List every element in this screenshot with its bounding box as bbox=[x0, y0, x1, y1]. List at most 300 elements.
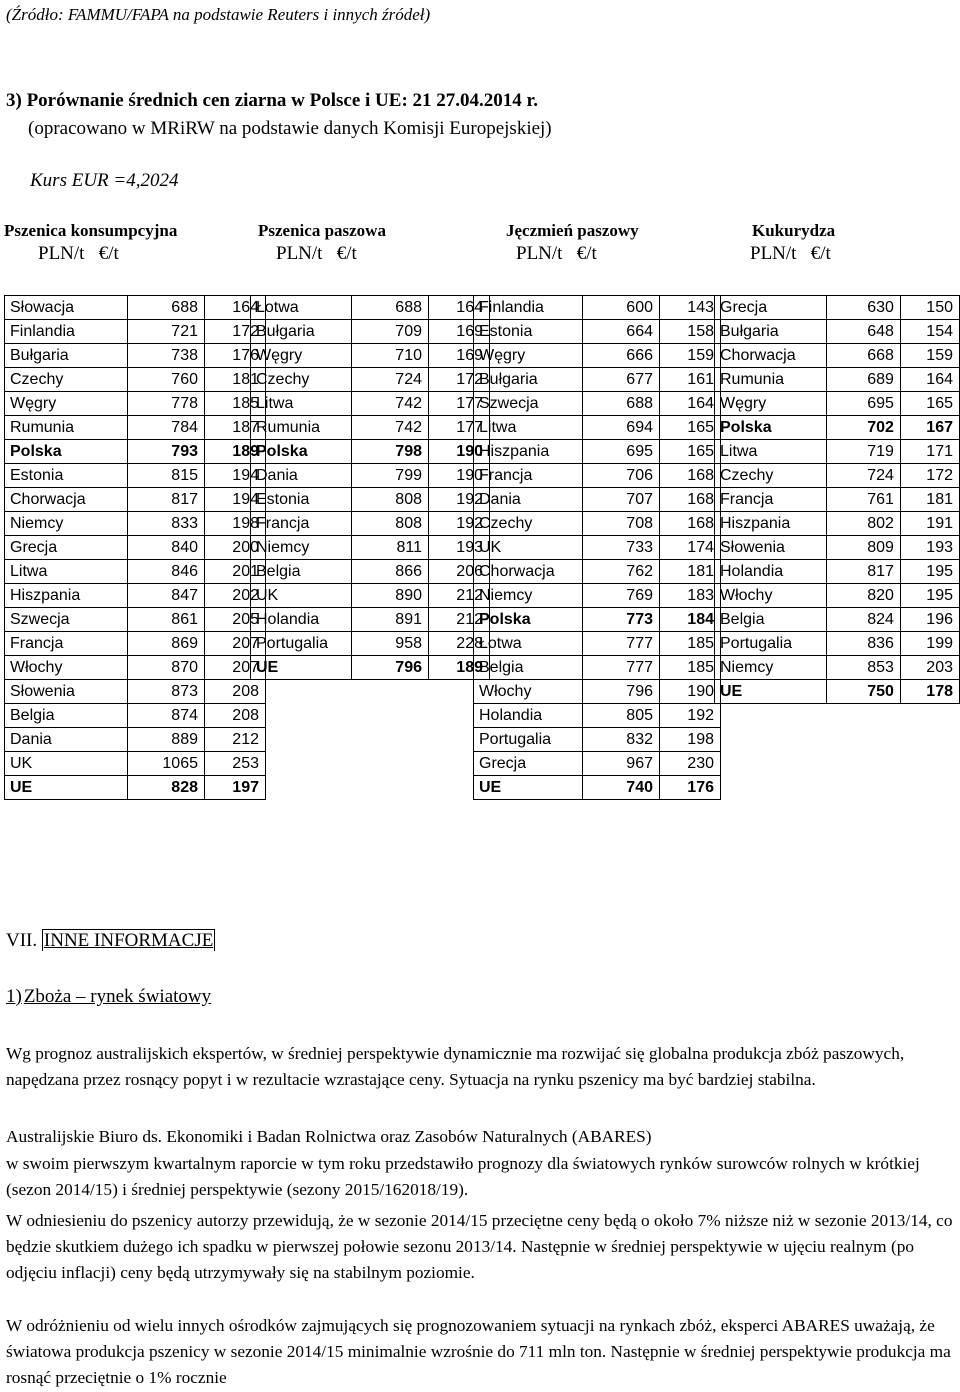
table-row bbox=[5, 632, 266, 656]
price-eur-cell: 200 bbox=[205, 536, 266, 560]
price-eur-cell: 230 bbox=[660, 752, 721, 776]
country-cell: Grecja bbox=[5, 536, 128, 560]
country-cell: UK bbox=[251, 584, 352, 608]
price-eur-cell: 185 bbox=[205, 392, 266, 416]
units-wheat-consumption: PLN/t €/t bbox=[38, 243, 119, 264]
country-cell: Francja bbox=[474, 464, 583, 488]
country-cell: Estonia bbox=[474, 320, 583, 344]
table-row bbox=[715, 584, 960, 608]
country-cell: Słowacja bbox=[5, 296, 128, 320]
price-pln-cell: 666 bbox=[583, 344, 660, 368]
paragraph-3: w swoim pierwszym kwartalnym raporcie w tym roku przedstawiło prognozy dla światowych rynków surowców rolnych w krótkiej (sezon 2014/15) i średniej perspektywie (sezony 2015/162018/19). bbox=[6, 1154, 920, 1199]
price-eur-cell: 207 bbox=[205, 656, 266, 680]
table-row bbox=[715, 296, 960, 320]
price-eur-cell: 196 bbox=[900, 608, 959, 632]
subsection-heading bbox=[6, 986, 211, 1008]
chapter-heading bbox=[6, 930, 215, 952]
table-row bbox=[5, 416, 266, 440]
price-eur-cell: 159 bbox=[660, 344, 721, 368]
paragraph-5: W odróżnieniu od wielu innych ośrodków zajmujących się prognozowaniem sytuacji na rynkach zbóż, eksperci ABARES uważają, że światowa produkcja pszenicy w sezonie 2014/15 minimalnie wzrośnie do 711 mln ton. Następnie w średniej perspektywie produkcja ma rosnąć przeciętnie o 1% rocznie bbox=[6, 1316, 951, 1387]
price-eur-cell: 161 bbox=[660, 368, 721, 392]
paragraph-2: Australijskie Biuro ds. Ekonomiki i Badan Rolnictwa oraz Zasobów Naturalnych (ABARES) bbox=[6, 1127, 652, 1146]
country-cell: Włochy bbox=[5, 656, 128, 680]
price-eur-cell: 164 bbox=[900, 368, 959, 392]
price-eur-cell: 193 bbox=[429, 536, 490, 560]
country-cell: Bułgaria bbox=[251, 320, 352, 344]
price-pln-cell: 809 bbox=[827, 536, 901, 560]
subsection-title: Zboża – rynek światowy bbox=[23, 986, 212, 1007]
price-pln-cell: 600 bbox=[583, 296, 660, 320]
price-eur-cell: 194 bbox=[205, 464, 266, 488]
country-cell: Portugalia bbox=[715, 632, 827, 656]
table-row bbox=[474, 560, 721, 584]
table-row bbox=[474, 752, 721, 776]
price-eur-cell: 150 bbox=[900, 296, 959, 320]
table-row bbox=[5, 560, 266, 584]
table-row bbox=[474, 464, 721, 488]
price-pln-cell: 840 bbox=[128, 536, 205, 560]
table-row bbox=[5, 512, 266, 536]
price-eur-cell: 181 bbox=[660, 560, 721, 584]
table-row bbox=[715, 464, 960, 488]
country-cell: Słowenia bbox=[715, 536, 827, 560]
price-pln-cell: 869 bbox=[128, 632, 205, 656]
country-cell: Hiszpania bbox=[715, 512, 827, 536]
country-cell: Hiszpania bbox=[5, 584, 128, 608]
price-eur-cell: 195 bbox=[900, 560, 959, 584]
price-pln-cell: 688 bbox=[583, 392, 660, 416]
price-eur-cell: 164 bbox=[429, 296, 490, 320]
price-pln-cell: 890 bbox=[352, 584, 429, 608]
price-pln-cell: 742 bbox=[352, 392, 429, 416]
price-eur-cell: 198 bbox=[205, 512, 266, 536]
price-pln-cell: 958 bbox=[352, 632, 429, 656]
price-eur-cell: 164 bbox=[205, 296, 266, 320]
table-row bbox=[715, 392, 960, 416]
country-cell: Słowenia bbox=[5, 680, 128, 704]
table-row bbox=[474, 704, 721, 728]
country-cell: Węgry bbox=[251, 344, 352, 368]
price-pln-cell: 750 bbox=[827, 680, 901, 704]
price-pln-cell: 677 bbox=[583, 368, 660, 392]
country-cell: Dania bbox=[474, 488, 583, 512]
country-cell: Holandia bbox=[474, 704, 583, 728]
country-cell: Polska bbox=[474, 608, 583, 632]
table-row bbox=[251, 560, 490, 584]
country-cell: Litwa bbox=[251, 392, 352, 416]
country-cell: Szwecja bbox=[474, 392, 583, 416]
price-pln-cell: 695 bbox=[583, 440, 660, 464]
price-eur-cell: 189 bbox=[205, 440, 266, 464]
price-eur-cell: 228 bbox=[429, 632, 490, 656]
price-pln-cell: 762 bbox=[583, 560, 660, 584]
price-eur-cell: 206 bbox=[429, 560, 490, 584]
country-cell: Francja bbox=[715, 488, 827, 512]
table-row bbox=[251, 392, 490, 416]
price-pln-cell: 824 bbox=[827, 608, 901, 632]
price-eur-cell: 192 bbox=[660, 704, 721, 728]
column-header-wheat-consumption: Pszenica konsumpcyjna bbox=[4, 221, 178, 240]
country-cell: Finlandia bbox=[474, 296, 583, 320]
price-pln-cell: 773 bbox=[583, 608, 660, 632]
price-eur-cell: 164 bbox=[660, 392, 721, 416]
paragraph-1: Wg prognoz australijskich ekspertów, w średniej perspektywie dynamicznie ma rozwijać się globalna produkcja zbóż paszowych, napędzana przez rosnący popyt i w rezultacie wzrastające ceny. Sytuacja na rynku pszenicy ma być bardziej stabilna. bbox=[6, 1044, 905, 1089]
country-cell: Łotwa bbox=[474, 632, 583, 656]
price-pln-cell: 742 bbox=[352, 416, 429, 440]
table-row bbox=[715, 560, 960, 584]
country-cell: Niemcy bbox=[474, 584, 583, 608]
paragraph-4: W odniesieniu do pszenicy autorzy przewidują, że w sezonie 2014/15 przeciętne ceny będą o około 7% niższe niż w sezonie 2013/14, co będzie skutkiem dużego ich spadku w pierwszej połowie sezonu 2013/14. Następnie w średniej perspektywie w ujęciu realnym (po odjęciu inflacji) ceny będą utrzymywały się na stabilnym poziomie. bbox=[6, 1211, 953, 1282]
country-cell: Czechy bbox=[5, 368, 128, 392]
price-eur-cell: 205 bbox=[205, 608, 266, 632]
price-eur-cell: 193 bbox=[900, 536, 959, 560]
country-cell: Portugalia bbox=[474, 728, 583, 752]
table-row bbox=[5, 680, 266, 704]
country-cell: Polska bbox=[715, 416, 827, 440]
country-cell: UE bbox=[715, 680, 827, 704]
table-row bbox=[251, 440, 490, 464]
table-row bbox=[5, 392, 266, 416]
table-row bbox=[251, 488, 490, 512]
country-cell: UK bbox=[474, 536, 583, 560]
price-pln-cell: 805 bbox=[583, 704, 660, 728]
country-cell: Francja bbox=[5, 632, 128, 656]
table-row bbox=[251, 536, 490, 560]
table-row bbox=[715, 608, 960, 632]
table-row bbox=[5, 464, 266, 488]
column-header-barley-feed: Jęczmień paszowy bbox=[506, 221, 639, 240]
price-pln-cell: 706 bbox=[583, 464, 660, 488]
price-pln-cell: 708 bbox=[583, 512, 660, 536]
price-pln-cell: 769 bbox=[583, 584, 660, 608]
price-eur-cell: 201 bbox=[205, 560, 266, 584]
price-table-barley-feed bbox=[473, 295, 721, 800]
price-eur-cell: 154 bbox=[900, 320, 959, 344]
country-cell: Niemcy bbox=[5, 512, 128, 536]
country-cell: Belgia bbox=[715, 608, 827, 632]
price-eur-cell: 172 bbox=[205, 320, 266, 344]
table-row bbox=[715, 368, 960, 392]
price-eur-cell: 177 bbox=[429, 392, 490, 416]
price-pln-cell: 866 bbox=[352, 560, 429, 584]
price-eur-cell: 168 bbox=[660, 488, 721, 512]
price-eur-cell: 203 bbox=[900, 656, 959, 680]
price-pln-cell: 891 bbox=[352, 608, 429, 632]
price-eur-cell: 183 bbox=[660, 584, 721, 608]
price-eur-cell: 165 bbox=[900, 392, 959, 416]
country-cell: Belgia bbox=[5, 704, 128, 728]
price-pln-cell: 889 bbox=[128, 728, 205, 752]
table-row bbox=[251, 512, 490, 536]
price-pln-cell: 874 bbox=[128, 704, 205, 728]
price-pln-cell: 688 bbox=[128, 296, 205, 320]
price-eur-cell: 185 bbox=[660, 656, 721, 680]
table-row bbox=[251, 416, 490, 440]
country-cell: Polska bbox=[5, 440, 128, 464]
price-pln-cell: 630 bbox=[827, 296, 901, 320]
price-eur-cell: 158 bbox=[660, 320, 721, 344]
country-cell: UK bbox=[5, 752, 128, 776]
price-pln-cell: 760 bbox=[128, 368, 205, 392]
chapter-title: INNE INFORMACJE bbox=[43, 930, 214, 951]
table-row bbox=[251, 320, 490, 344]
price-pln-cell: 808 bbox=[352, 512, 429, 536]
table-row bbox=[5, 440, 266, 464]
price-pln-cell: 784 bbox=[128, 416, 205, 440]
subsection-number: 1) bbox=[6, 986, 22, 1007]
price-eur-cell: 198 bbox=[660, 728, 721, 752]
price-eur-cell: 212 bbox=[429, 584, 490, 608]
price-pln-cell: 853 bbox=[827, 656, 901, 680]
units-maize: PLN/t €/t bbox=[750, 243, 831, 264]
price-eur-cell: 184 bbox=[660, 608, 721, 632]
country-cell: Francja bbox=[251, 512, 352, 536]
country-cell: Rumunia bbox=[5, 416, 128, 440]
price-pln-cell: 777 bbox=[583, 632, 660, 656]
price-eur-cell: 143 bbox=[660, 296, 721, 320]
price-eur-cell: 197 bbox=[205, 776, 266, 800]
table-row bbox=[715, 344, 960, 368]
price-eur-cell: 191 bbox=[900, 512, 959, 536]
price-eur-cell: 177 bbox=[429, 416, 490, 440]
price-pln-cell: 689 bbox=[827, 368, 901, 392]
table-row bbox=[251, 464, 490, 488]
table-row bbox=[474, 584, 721, 608]
price-pln-cell: 688 bbox=[352, 296, 429, 320]
country-cell: Węgry bbox=[715, 392, 827, 416]
country-cell: Estonia bbox=[5, 464, 128, 488]
table-row bbox=[474, 488, 721, 512]
table-row bbox=[715, 536, 960, 560]
table-row bbox=[474, 296, 721, 320]
price-eur-cell: 172 bbox=[900, 464, 959, 488]
price-eur-cell: 192 bbox=[429, 488, 490, 512]
price-pln-cell: 846 bbox=[128, 560, 205, 584]
price-pln-cell: 817 bbox=[128, 488, 205, 512]
price-pln-cell: 832 bbox=[583, 728, 660, 752]
country-cell: Niemcy bbox=[715, 656, 827, 680]
price-eur-cell: 174 bbox=[660, 536, 721, 560]
price-eur-cell: 195 bbox=[900, 584, 959, 608]
country-cell: Litwa bbox=[715, 440, 827, 464]
table-row bbox=[715, 440, 960, 464]
price-pln-cell: 724 bbox=[352, 368, 429, 392]
price-eur-cell: 190 bbox=[429, 464, 490, 488]
table-row bbox=[251, 584, 490, 608]
price-eur-cell: 187 bbox=[205, 416, 266, 440]
country-cell: Czechy bbox=[251, 368, 352, 392]
price-pln-cell: 828 bbox=[128, 776, 205, 800]
price-pln-cell: 802 bbox=[827, 512, 901, 536]
price-pln-cell: 724 bbox=[827, 464, 901, 488]
price-eur-cell: 169 bbox=[429, 344, 490, 368]
price-eur-cell: 181 bbox=[205, 368, 266, 392]
table-row bbox=[715, 632, 960, 656]
price-eur-cell: 172 bbox=[429, 368, 490, 392]
country-cell: UE bbox=[5, 776, 128, 800]
price-pln-cell: 808 bbox=[352, 488, 429, 512]
table-row bbox=[5, 488, 266, 512]
price-eur-cell: 165 bbox=[660, 416, 721, 440]
price-pln-cell: 798 bbox=[352, 440, 429, 464]
table-row bbox=[5, 728, 266, 752]
country-cell: UE bbox=[251, 656, 352, 680]
table-row bbox=[474, 680, 721, 704]
source-note: (Źródło: FAMMU/FAPA na podstawie Reuters i innych źródeł) bbox=[6, 5, 431, 24]
country-cell: Belgia bbox=[251, 560, 352, 584]
price-eur-cell: 192 bbox=[429, 512, 490, 536]
price-eur-cell: 185 bbox=[660, 632, 721, 656]
table-row bbox=[5, 584, 266, 608]
country-cell: Litwa bbox=[5, 560, 128, 584]
price-eur-cell: 176 bbox=[660, 776, 721, 800]
country-cell: Niemcy bbox=[251, 536, 352, 560]
price-pln-cell: 694 bbox=[583, 416, 660, 440]
table-row bbox=[715, 488, 960, 512]
country-cell: Grecja bbox=[474, 752, 583, 776]
country-cell: Estonia bbox=[251, 488, 352, 512]
price-eur-cell: 190 bbox=[429, 440, 490, 464]
country-cell: Szwecja bbox=[5, 608, 128, 632]
price-eur-cell: 202 bbox=[205, 584, 266, 608]
units-barley-feed: PLN/t €/t bbox=[516, 243, 597, 264]
table-row bbox=[251, 632, 490, 656]
price-pln-cell: 668 bbox=[827, 344, 901, 368]
price-pln-cell: 709 bbox=[352, 320, 429, 344]
price-pln-cell: 664 bbox=[583, 320, 660, 344]
country-cell: UE bbox=[474, 776, 583, 800]
table-row bbox=[5, 776, 266, 800]
price-pln-cell: 707 bbox=[583, 488, 660, 512]
country-cell: Portugalia bbox=[251, 632, 352, 656]
price-eur-cell: 159 bbox=[900, 344, 959, 368]
price-pln-cell: 873 bbox=[128, 680, 205, 704]
country-cell: Finlandia bbox=[5, 320, 128, 344]
price-pln-cell: 815 bbox=[128, 464, 205, 488]
price-pln-cell: 796 bbox=[352, 656, 429, 680]
country-cell: Dania bbox=[5, 728, 128, 752]
price-eur-cell: 208 bbox=[205, 704, 266, 728]
price-pln-cell: 796 bbox=[583, 680, 660, 704]
price-pln-cell: 820 bbox=[827, 584, 901, 608]
price-eur-cell: 167 bbox=[900, 416, 959, 440]
price-pln-cell: 847 bbox=[128, 584, 205, 608]
price-eur-cell: 194 bbox=[205, 488, 266, 512]
country-cell: Holandia bbox=[715, 560, 827, 584]
table-row bbox=[715, 320, 960, 344]
price-eur-cell: 168 bbox=[660, 464, 721, 488]
country-cell: Bułgaria bbox=[5, 344, 128, 368]
table-row bbox=[474, 656, 721, 680]
table-row bbox=[251, 344, 490, 368]
price-pln-cell: 799 bbox=[352, 464, 429, 488]
price-eur-cell: 190 bbox=[660, 680, 721, 704]
table-row bbox=[474, 392, 721, 416]
country-cell: Łotwa bbox=[251, 296, 352, 320]
price-eur-cell: 208 bbox=[205, 680, 266, 704]
table-row bbox=[474, 416, 721, 440]
price-pln-cell: 648 bbox=[827, 320, 901, 344]
table-row bbox=[474, 320, 721, 344]
country-cell: Rumunia bbox=[251, 416, 352, 440]
table-row bbox=[474, 512, 721, 536]
country-cell: Rumunia bbox=[715, 368, 827, 392]
price-table-wheat-feed bbox=[250, 295, 490, 680]
price-table-wheat-consumption bbox=[4, 295, 266, 800]
table-row bbox=[251, 296, 490, 320]
price-table-maize bbox=[714, 295, 960, 704]
country-cell: Dania bbox=[251, 464, 352, 488]
table-row bbox=[474, 776, 721, 800]
price-pln-cell: 738 bbox=[128, 344, 205, 368]
price-eur-cell: 212 bbox=[429, 608, 490, 632]
country-cell: Włochy bbox=[715, 584, 827, 608]
country-cell: Chorwacja bbox=[715, 344, 827, 368]
column-header-maize: Kukurydza bbox=[752, 221, 836, 240]
table-row bbox=[474, 440, 721, 464]
price-pln-cell: 817 bbox=[827, 560, 901, 584]
price-pln-cell: 870 bbox=[128, 656, 205, 680]
price-eur-cell: 212 bbox=[205, 728, 266, 752]
country-cell: Grecja bbox=[715, 296, 827, 320]
price-pln-cell: 833 bbox=[128, 512, 205, 536]
price-eur-cell: 189 bbox=[429, 656, 490, 680]
price-pln-cell: 740 bbox=[583, 776, 660, 800]
table-row bbox=[5, 344, 266, 368]
table-row bbox=[715, 680, 960, 704]
price-pln-cell: 761 bbox=[827, 488, 901, 512]
country-cell: Chorwacja bbox=[474, 560, 583, 584]
price-eur-cell: 171 bbox=[900, 440, 959, 464]
table-row bbox=[715, 656, 960, 680]
price-eur-cell: 181 bbox=[900, 488, 959, 512]
price-pln-cell: 967 bbox=[583, 752, 660, 776]
table-row bbox=[5, 656, 266, 680]
table-row bbox=[5, 296, 266, 320]
country-cell: Holandia bbox=[251, 608, 352, 632]
table-row bbox=[474, 632, 721, 656]
price-pln-cell: 861 bbox=[128, 608, 205, 632]
price-pln-cell: 733 bbox=[583, 536, 660, 560]
price-eur-cell: 199 bbox=[900, 632, 959, 656]
price-pln-cell: 793 bbox=[128, 440, 205, 464]
price-pln-cell: 702 bbox=[827, 416, 901, 440]
section-title: 3) Porównanie średnich cen ziarna w Polsce i UE: 21 27.04.2014 r. bbox=[6, 90, 538, 111]
chapter-number: VII. bbox=[6, 930, 38, 951]
price-pln-cell: 710 bbox=[352, 344, 429, 368]
table-row bbox=[5, 320, 266, 344]
column-header-wheat-feed: Pszenica paszowa bbox=[258, 221, 386, 240]
table-row bbox=[474, 608, 721, 632]
table-row bbox=[474, 368, 721, 392]
country-cell: Bułgaria bbox=[474, 368, 583, 392]
country-cell: Czechy bbox=[474, 512, 583, 536]
price-pln-cell: 778 bbox=[128, 392, 205, 416]
price-pln-cell: 695 bbox=[827, 392, 901, 416]
table-row bbox=[5, 536, 266, 560]
country-cell: Włochy bbox=[474, 680, 583, 704]
table-row bbox=[251, 368, 490, 392]
price-eur-cell: 178 bbox=[900, 680, 959, 704]
table-row bbox=[5, 608, 266, 632]
table-row bbox=[474, 536, 721, 560]
price-pln-cell: 1065 bbox=[128, 752, 205, 776]
price-pln-cell: 811 bbox=[352, 536, 429, 560]
price-pln-cell: 721 bbox=[128, 320, 205, 344]
price-eur-cell: 253 bbox=[205, 752, 266, 776]
country-cell: Węgry bbox=[474, 344, 583, 368]
table-row bbox=[251, 656, 490, 680]
